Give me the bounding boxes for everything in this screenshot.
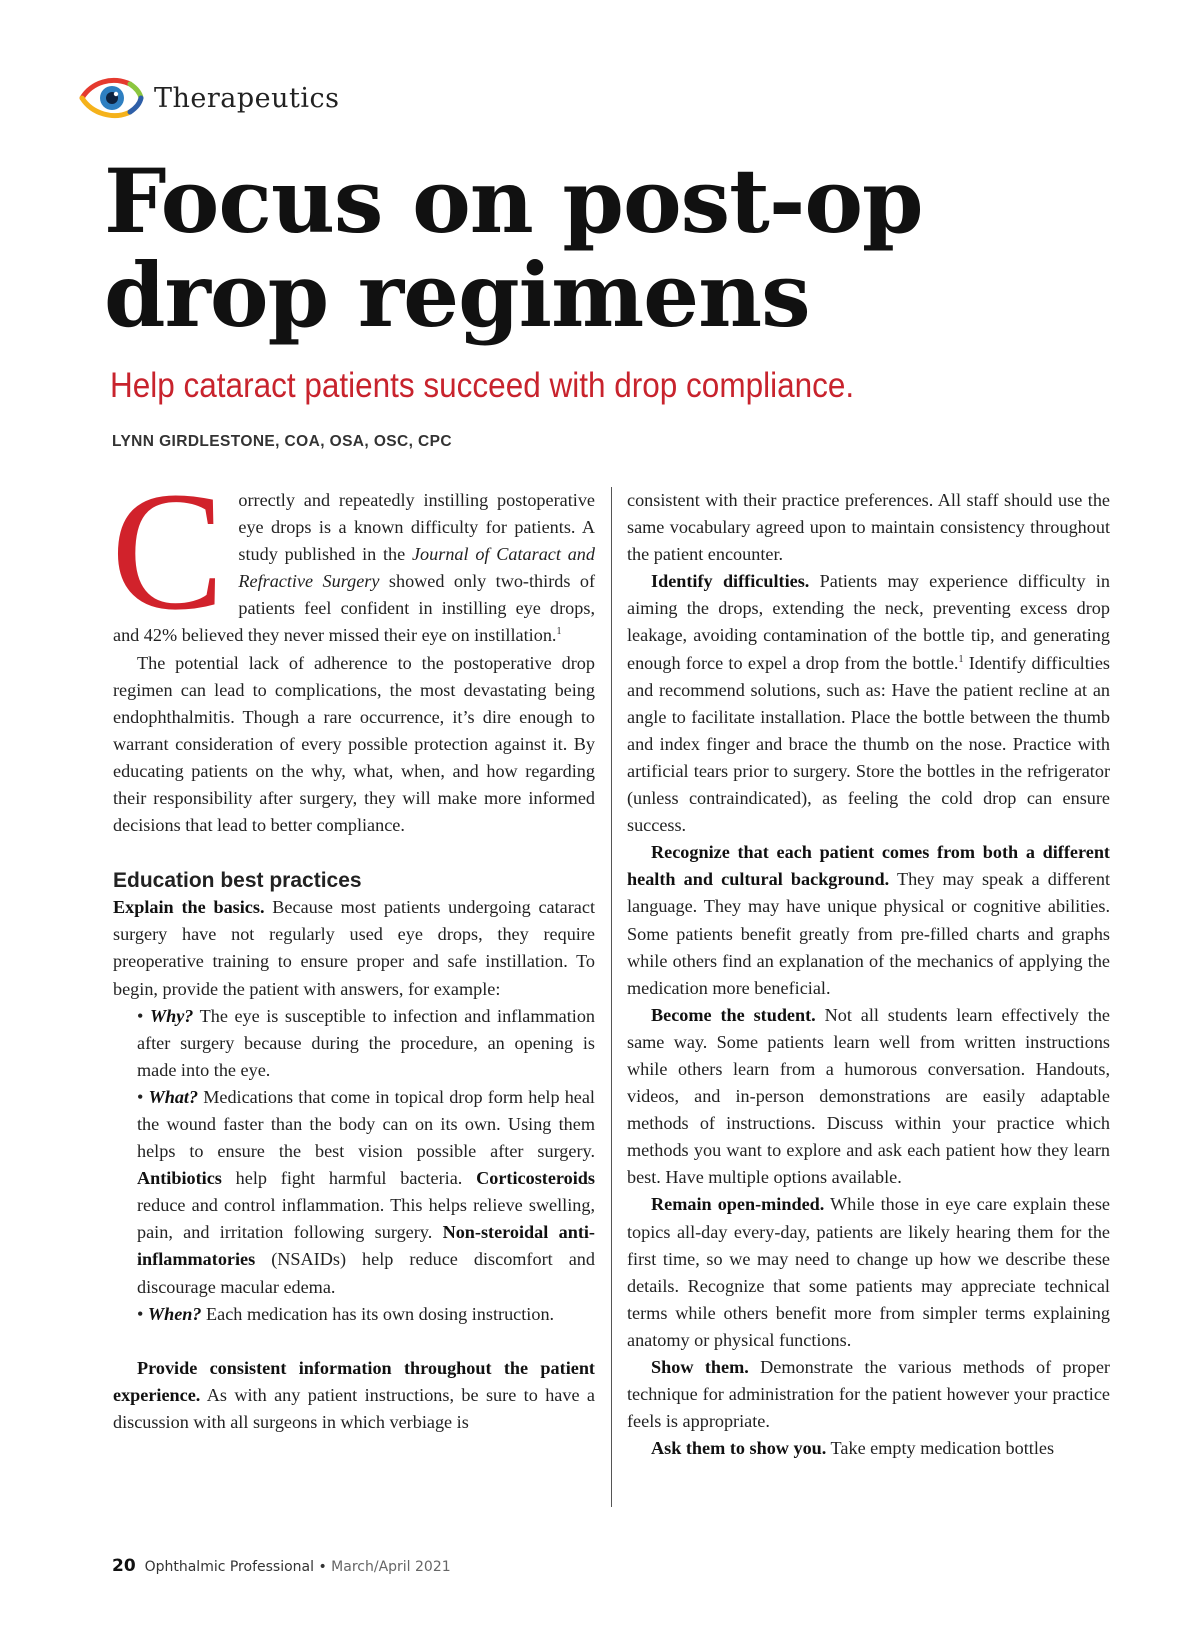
- body-paragraph: The potential lack of adherence to the postoperative drop regimen can lead to complications, the most devastating being endophthalmitis. Though a rare occurrence, it’s dire enough to warrant consideration of every possible protection against it. By educating patients on the why, what, when, and how regarding their responsibility after surgery, they will make more informed decisions that lead to better compliance.: [113, 652, 595, 836]
- body-paragraph: consistent with their practice preferences. All staff should use the same vocabulary agreed upon to maintain consistency throughout the patient encounter.: [627, 490, 1110, 565]
- difficulties-paragraph: Identify difficulties. Patients may experience difficulty in aiming the drops, extending the neck, preventing excess drop leakage, avoiding contamination of the bottle tip, and generating enough force to expel a drop from the bottle.$^1$ Identify difficulties and recommend solutions, such as: Have the patient recline at an angle to facilitate installation. Place the bottle between the thumb and index finger and brace the thumb on the nose. Practice with artificial tears prior to surgery. Store the bottles in the refrigerator (unless contraindicated), as feeling the cold drop can ensure success.: [627, 571, 1110, 836]
- left-column: [111, 457, 596, 1436]
- student-paragraph: Become the student. Not all students learn effectively the same way. Some patients learn well from written instructions while others learn from a humorous conversation. Handouts, videos, and in-person demonstrations are easily adaptable methods of instructions. Discuss within your practice which methods you want to explore and ask each patient how they learn best. Have multiple options available.: [627, 1004, 1110, 1188]
- title-line-2: drop regimens: [104, 243, 810, 347]
- article-subtitle: Help cataract patients succeed with drop compliance.: [110, 366, 855, 405]
- page-footer: [112, 1556, 451, 1576]
- consistent-paragraph: Provide consistent information throughout the patient experience. As with any patient instructions, be sure to have a discussion with all surgeons in which verbiage is: [113, 1357, 595, 1432]
- title-line-1: Focus on post-op: [104, 149, 923, 253]
- bullet-what: • What? Medications that come in topical drop form help heal the wound faster than the body can on its own. Using them helps to ensure the best vision possible after surgery. Antibiotics help fight harmful bacteria. Corticosteroids reduce and control inflammation. This helps relieve swelling, pain, and irritation following surgery. Non-steroidal anti-inflammatories (NSAIDs) help reduce discomfort and discourage macular edema.: [137, 1086, 595, 1297]
- show-them-paragraph: Show them. Demonstrate the various methods of proper technique for administration for the patient however your practice feels is appropriate.: [627, 1357, 1110, 1432]
- publication-name: Ophthalmic Professional: [144, 1559, 314, 1575]
- section-header: [78, 72, 340, 124]
- issue-date: March/April 2021: [331, 1559, 451, 1575]
- basics-paragraph: Explain the basics. Because most patients undergoing cataract surgery have not regularly used eye drops, they require preoperative training to ensure proper and safe instillation. To begin, provide the patient with answers, for example:: [113, 897, 596, 999]
- bullet-when: • When? Each medication has its own dosing instruction.: [137, 1303, 555, 1324]
- drop-cap: C: [111, 457, 225, 645]
- page-number: 20: [112, 1556, 136, 1576]
- show-you-paragraph: Ask them to show you. Take empty medication bottles: [651, 1438, 1055, 1459]
- column-divider: [611, 487, 612, 1507]
- open-minded-paragraph: Remain open-minded. While those in eye care explain these topics all-day every-day, patients are likely hearing them for the first time, so we may need to change up how we describe these details. Recognize that some patients may appreciate technical terms while others benefit more from simpler terms explaining anatomy or physical functions.: [627, 1194, 1110, 1350]
- section-heading: Education best practices: [113, 869, 362, 893]
- background-paragraph: Recognize that each patient comes from both a different health and cultural background. They may speak a different language. They may have unique physical or cognitive abilities. Some patients benefit greatly from pre-filled charts and graphs while others find an explanation of the mechanics of applying the medication more beneficial.: [627, 842, 1110, 998]
- bullet-why: • Why? The eye is susceptible to infection and inflammation after surgery because during the procedure, an opening is made into the eye.: [137, 1005, 596, 1080]
- byline: LYNN GIRDLESTONE, COA, OSA, OSC, CPC: [112, 433, 452, 450]
- section-label: Therapeutics: [154, 82, 340, 114]
- intro-paragraph: Correctly and repeatedly instilling postoperative eye drops is a known difficulty for patients. A study published in the Journal of Cataract and Refractive Surgery showed only two-thirds of patients feel confident in instilling eye drops, and 42% believed they never missed their eye on instillation.$^1$: [111, 457, 595, 646]
- eye-logo-icon: [78, 74, 144, 122]
- article-title: [104, 149, 1004, 347]
- footer-separator: •: [318, 1559, 327, 1575]
- right-column: [627, 487, 1110, 1462]
